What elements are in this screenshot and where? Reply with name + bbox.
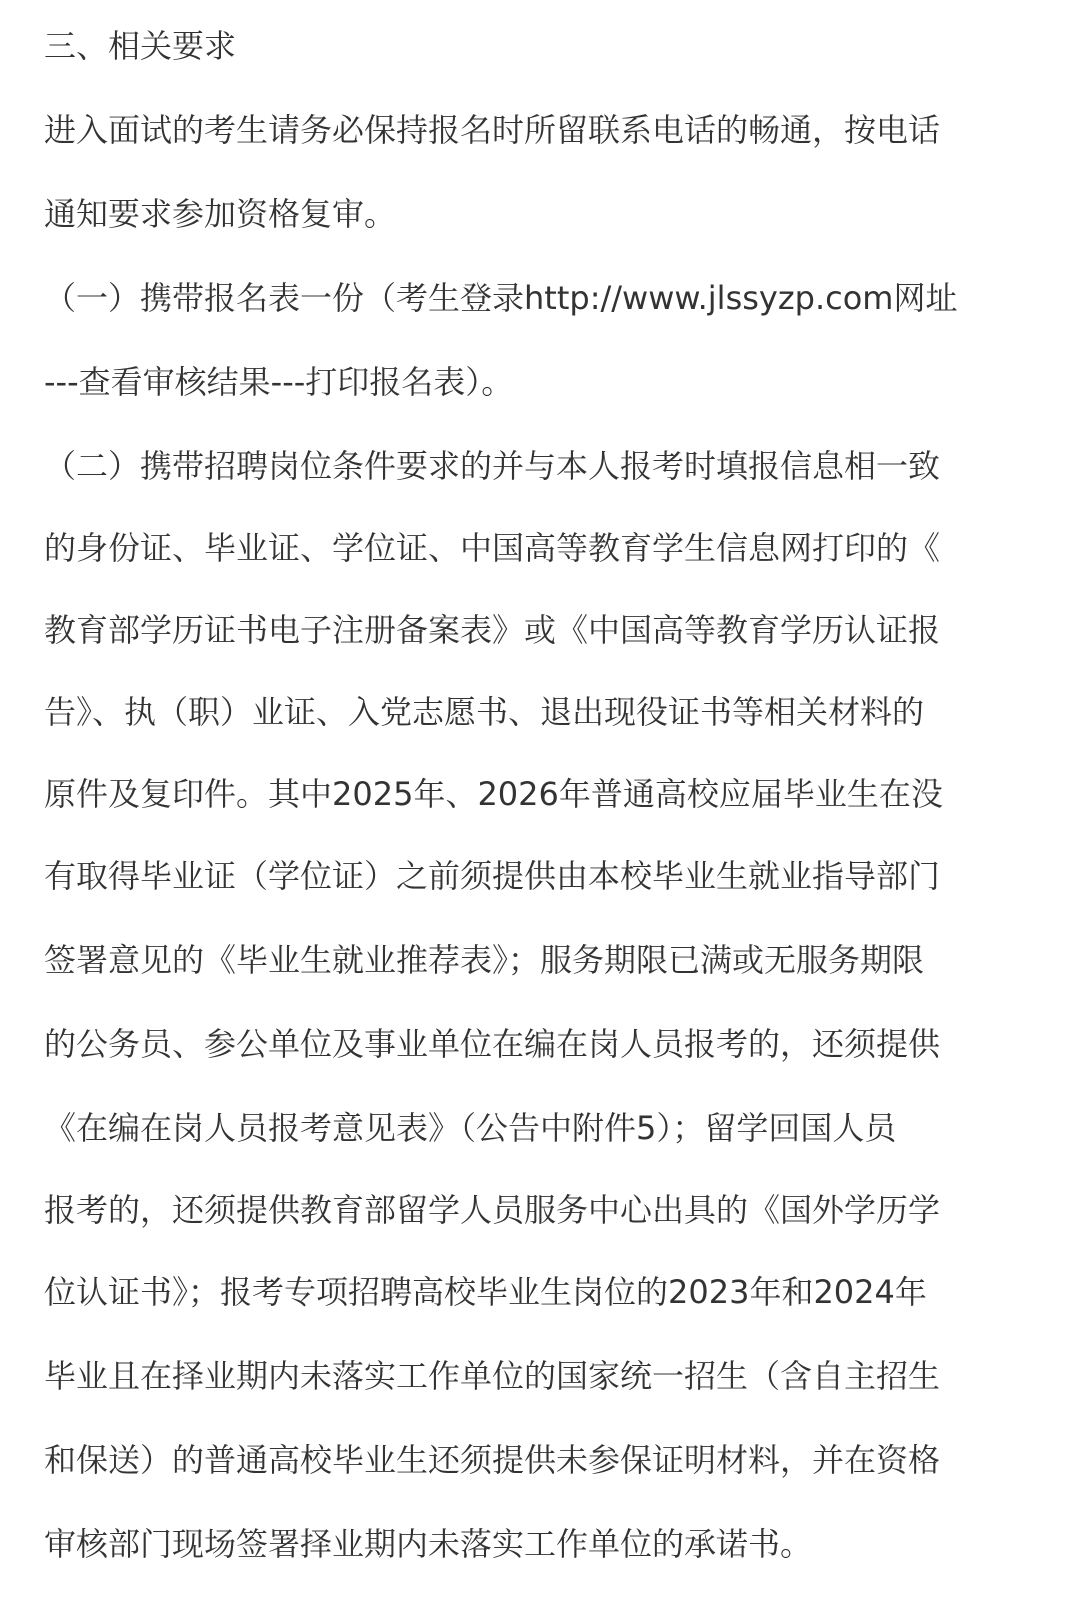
paragraph-line: 有取得毕业证（学位证）之前须提供由本校毕业生就业指导部门 — [44, 857, 941, 895]
paragraph-line: 进入面试的考生请务必保持报名时所留联系电话的畅通，按电话 — [44, 111, 941, 149]
paragraph-line: 位认证书》；报考专项招聘高校毕业生岗位的2023年和2024年 — [44, 1273, 927, 1311]
paragraph-line: 《在编在岗人员报考意见表》（公告中附件5）；留学回国人员 — [44, 1109, 897, 1147]
paragraph-line: 告》、执（职）业证、入党志愿书、退出现役证书等相关材料的 — [44, 693, 925, 731]
paragraph-line: 原件及复印件。其中2025年、2026年普通高校应届毕业生在没 — [44, 775, 943, 813]
paragraph-line: ---查看审核结果---打印报名表）。 — [44, 363, 514, 401]
section-heading: 三、相关要求 — [44, 27, 237, 65]
paragraph-line: 报考的，还须提供教育部留学人员服务中心出具的《国外学历学 — [44, 1191, 941, 1229]
paragraph-line: 的身份证、毕业证、学位证、中国高等教育学生信息网打印的《 — [44, 529, 941, 567]
paragraph-line: 的公务员、参公单位及事业单位在编在岗人员报考的，还须提供 — [44, 1025, 941, 1063]
paragraph-line: （二）携带招聘岗位条件要求的并与本人报考时填报信息相一致 — [44, 447, 941, 485]
paragraph-line: 审核部门现场签署择业期内未落实工作单位的承诺书。 — [44, 1525, 813, 1563]
paragraph-line: 签署意见的《毕业生就业推荐表》；服务期限已满或无服务期限 — [44, 941, 925, 979]
paragraph-line: 和保送）的普通高校毕业生还须提供未参保证明材料，并在资格 — [44, 1441, 941, 1479]
paragraph-line: 教育部学历证书电子注册备案表》或《中国高等教育学历认证报 — [44, 611, 941, 649]
paragraph-line: 通知要求参加资格复审。 — [44, 195, 397, 233]
paragraph-line: 毕业且在择业期内未落实工作单位的国家统一招生（含自主招生 — [44, 1357, 941, 1395]
paragraph-line: （一）携带报名表一份（考生登录http://www.jlssyzp.com网址 — [44, 279, 958, 317]
